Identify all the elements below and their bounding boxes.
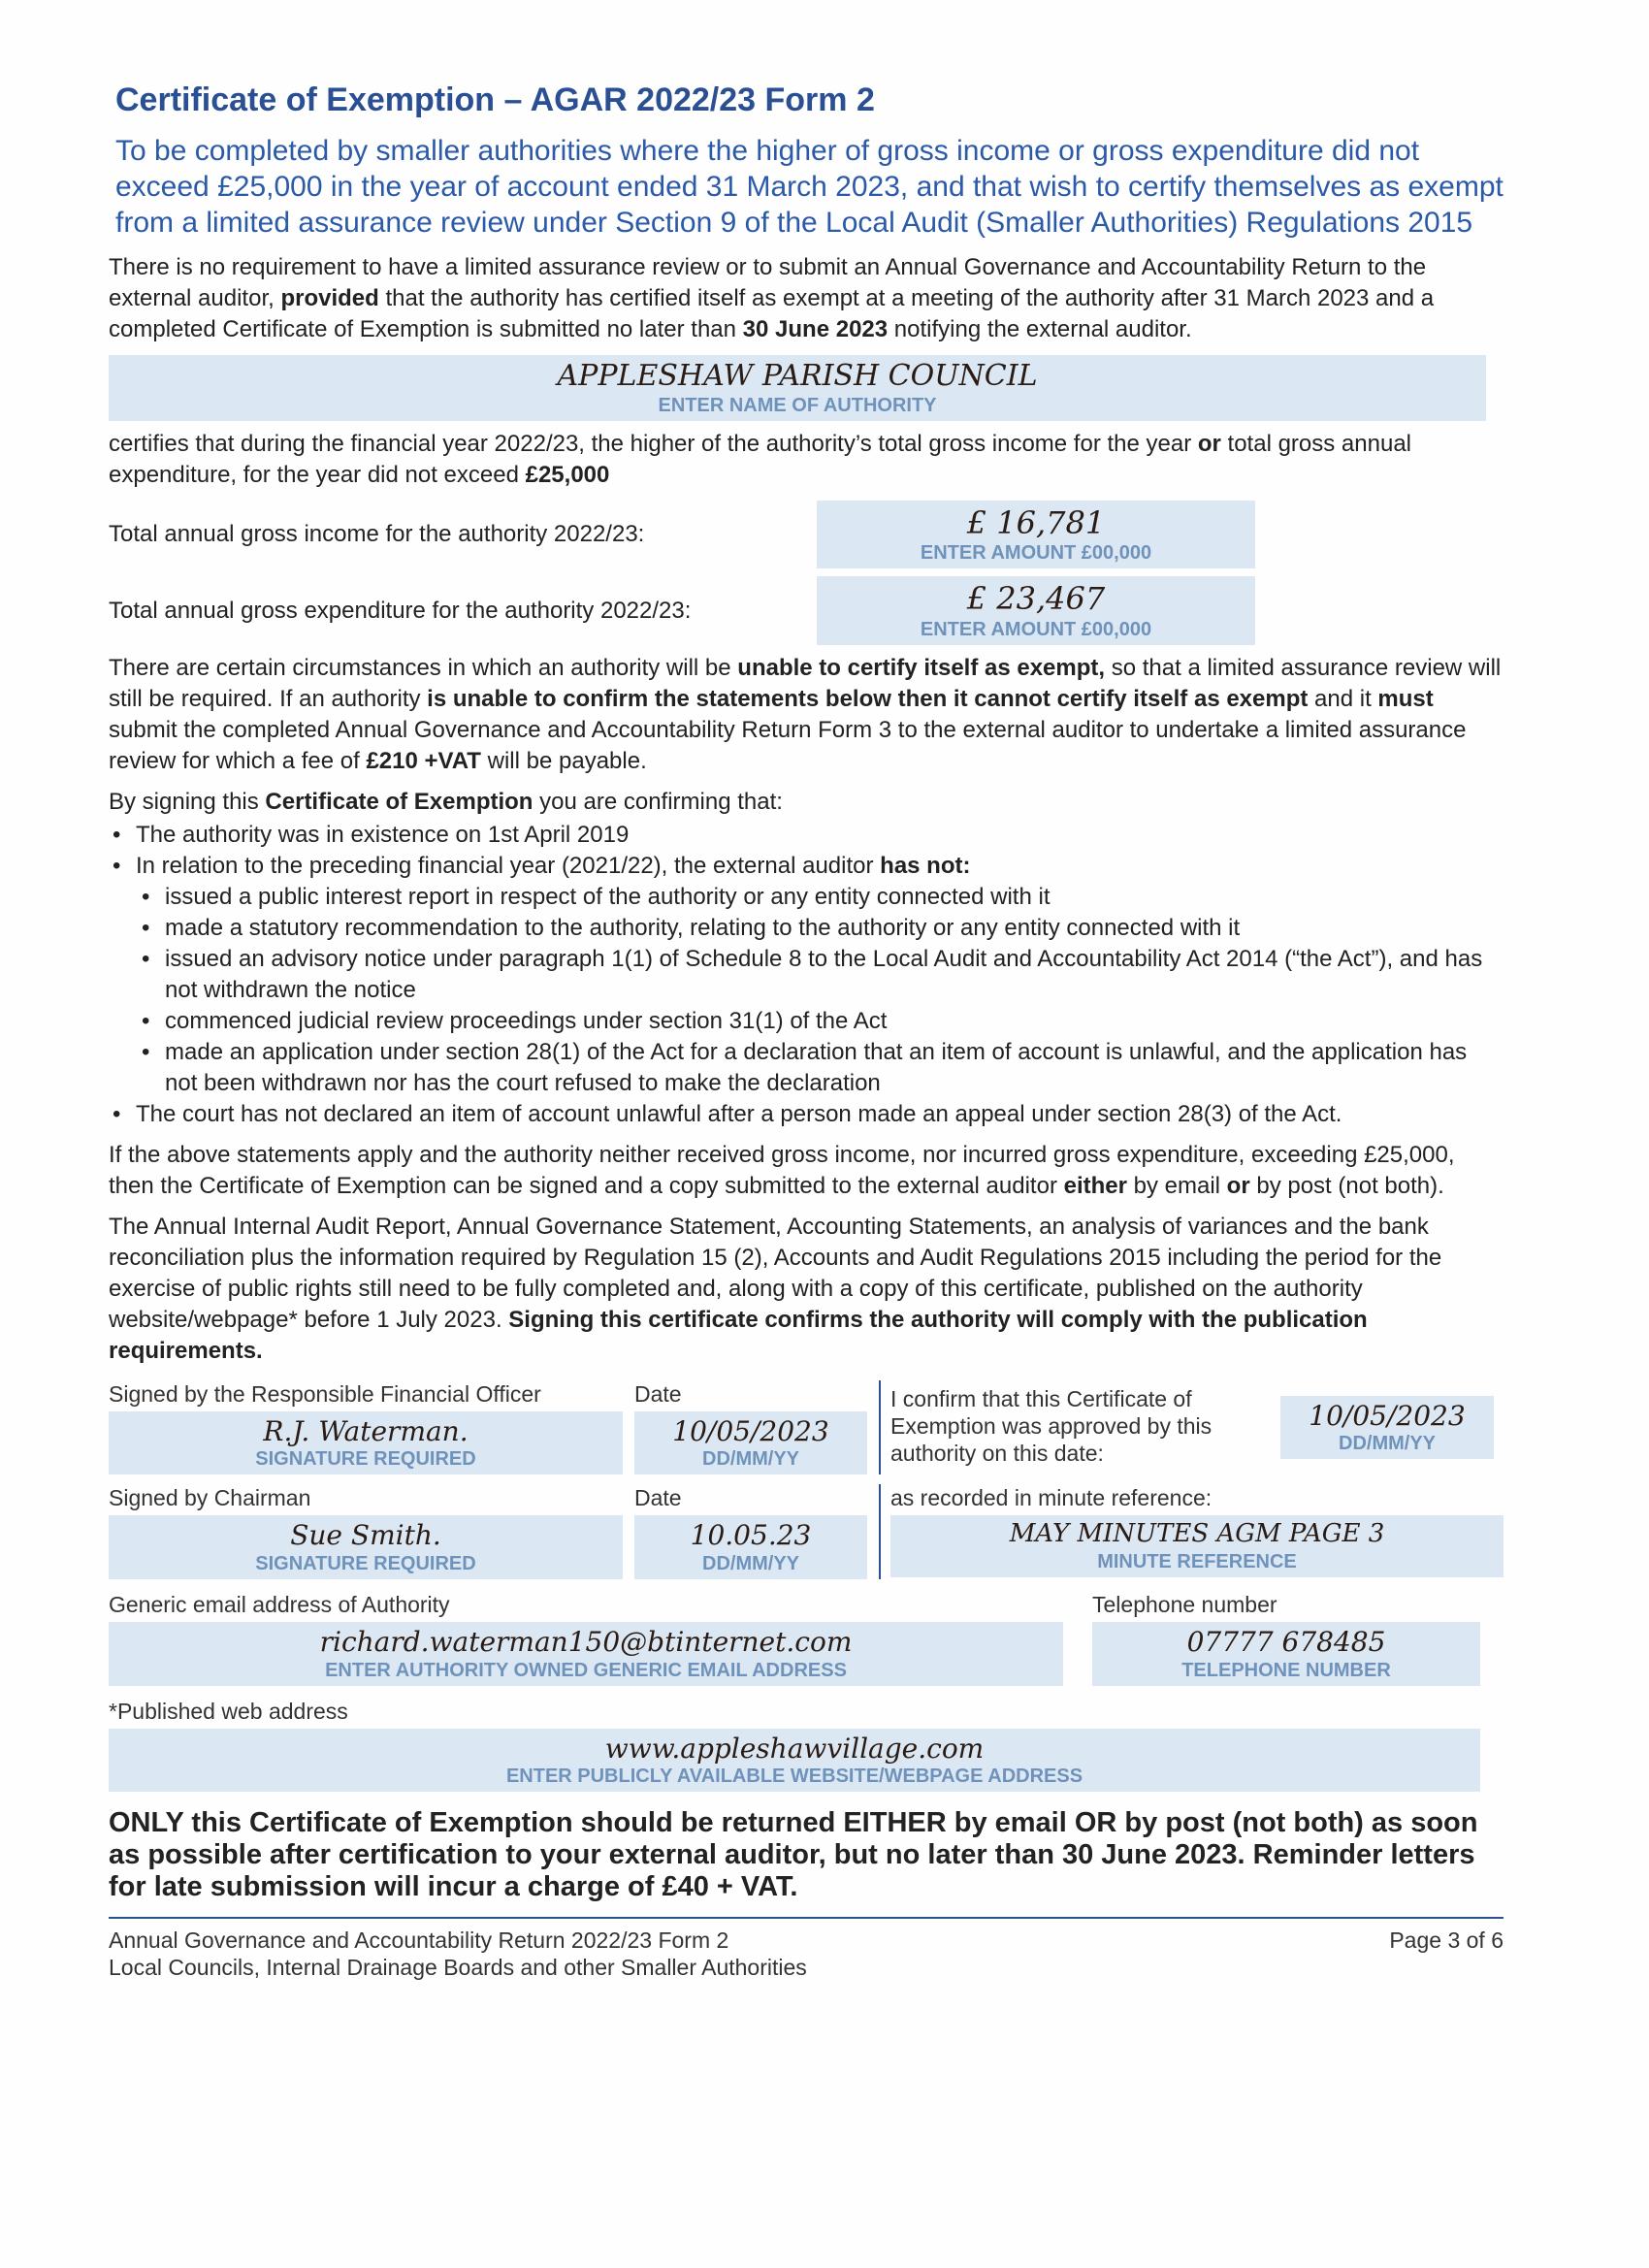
footer-rule xyxy=(109,1917,1504,1919)
approval-cell xyxy=(879,1380,1504,1475)
web-address-field[interactable] xyxy=(109,1729,1480,1793)
web-address-placeholder: ENTER PUBLICLY AVAILABLE WEBSITE/WEBPAGE ADDRESS xyxy=(505,1766,1083,1788)
authority-name-value: APPLESHAW PARISH COUNCIL xyxy=(557,359,1038,393)
chair-label: Signed by Chairman xyxy=(109,1485,311,1511)
email-label: Generic email address of Authority xyxy=(109,1591,450,1617)
rfo-signature: R.J. Waterman. xyxy=(263,1414,469,1447)
income-label: Total annual gross income for the authority 2022/23: xyxy=(109,521,645,548)
rfo-date-cell xyxy=(634,1380,867,1475)
minute-reference: MAY MINUTES AGM PAGE 3 xyxy=(1009,1519,1385,1549)
chair-cell xyxy=(109,1484,623,1579)
circumstances-paragraph: There are certain circumstances in which an authority will be unable to certify itself as exempt, so that a limited assurance review will still be required. If an authority is unable to confirm the statements below then it cannot certify itself as exempt and it must submit the completed Annual Governance and Accountability Return Form 3 to the external auditor to undertake a limited assurance review for which a fee of £210 +VAT will be payable. xyxy=(109,654,1502,774)
expenditure-placeholder: ENTER AMOUNT £00,000 xyxy=(920,618,1152,640)
sub-bullet: • commenced judicial review proceedings under section 31(1) of the Act xyxy=(138,1006,1504,1037)
minute-reference-label: as recorded in minute reference: xyxy=(890,1485,1212,1511)
email-value: richard.waterman150@btinternet.com xyxy=(319,1625,853,1658)
publication-paragraph: The Annual Internal Audit Report, Annual Governance Statement, Accounting Statements, an analysis of variances and the bank reconciliation plus the information required by Regulation 15 (2), Accounts and Audit Regulations 2015 including the period for the exercise of public rights still need to be fully completed and, along with a copy of this certificate, published on the authority website/webpage* before 1 July 2023. Signing this certificate confirms the authority will comply with the publication requirements. xyxy=(109,1213,1442,1364)
income-value: £ 16,781 xyxy=(966,504,1106,541)
income-field[interactable] xyxy=(817,501,1255,568)
certifies-text: certifies that during the financial year 2022/23, the higher of the authority’s total gross income for the year or total gross annual expenditure, for the year did not exceed £25,000 xyxy=(109,431,1411,488)
expenditure-value: £ 23,467 xyxy=(966,580,1106,618)
web-label: *Published web address xyxy=(109,1698,348,1724)
phone-cell xyxy=(1092,1591,1480,1686)
email-cell xyxy=(109,1591,1063,1686)
chair-signature: Sue Smith. xyxy=(290,1519,441,1552)
rfo-label: Signed by the Responsible Financial Officer xyxy=(109,1380,541,1407)
contact-row xyxy=(109,1591,1504,1686)
conditions-list xyxy=(109,820,1504,1130)
minute-cell xyxy=(879,1484,1504,1579)
signing-intro: By signing this Certificate of Exemption you are confirming that: xyxy=(109,788,783,815)
bullet-existence: • The authority was in existence on 1st April 2019 xyxy=(109,820,1504,851)
authority-name-field[interactable] xyxy=(109,355,1486,421)
phone-placeholder: TELEPHONE NUMBER xyxy=(1181,1659,1391,1681)
authority-name-placeholder: ENTER NAME OF AUTHORITY xyxy=(658,395,937,416)
email-field[interactable] xyxy=(109,1622,1063,1686)
rfo-date-field[interactable] xyxy=(634,1411,867,1475)
footer xyxy=(109,1927,1504,1981)
rfo-signature-placeholder: SIGNATURE REQUIRED xyxy=(255,1448,476,1471)
sub-bullet: • issued a public interest report in respect of the authority or any entity connected with it xyxy=(138,882,1504,913)
rfo-date-label: Date xyxy=(634,1380,682,1407)
email-placeholder: ENTER AUTHORITY OWNED GENERIC EMAIL ADDRESS xyxy=(325,1659,847,1681)
return-instructions: ONLY this Certificate of Exemption should be returned EITHER by email OR by post (not both) as soon as possible after certification to your external auditor, but no later than 30 June 2023. Reminder letters for late submission will incur a charge of £40 + VAT. xyxy=(109,1807,1478,1903)
phone-field[interactable] xyxy=(1092,1622,1480,1686)
web-address-value: www.appleshawvillage.com xyxy=(604,1732,985,1765)
sub-bullet: • issued an advisory notice under paragraph 1(1) of Schedule 8 to the Local Audit and Accountability Act 2014 (“the Act”), and has not withdrawn the notice xyxy=(138,944,1504,1006)
minute-reference-placeholder: MINUTE REFERENCE xyxy=(1097,1550,1297,1572)
approval-date-field[interactable] xyxy=(1280,1396,1494,1460)
phone-label: Telephone number xyxy=(1092,1591,1277,1617)
chair-date-cell xyxy=(634,1484,867,1579)
income-row xyxy=(109,501,1504,568)
approval-date-placeholder: DD/MM/YY xyxy=(1339,1433,1436,1455)
rfo-signature-field[interactable] xyxy=(109,1411,623,1475)
requirement-paragraph: There is no requirement to have a limited assurance review or to submit an Annual Governance and Accountability Return to the external auditor, provided that the authority has certified itself as exempt at a meeting of the authority after 31 March 2023 and a completed Certificate of Exemption is submitted no later than 30 June 2023 notifying the external auditor. xyxy=(109,254,1435,342)
bullet-court: • The court has not declared an item of account unlawful after a person made an appeal under section 28(3) of the Act. xyxy=(109,1099,1504,1130)
minute-reference-field[interactable] xyxy=(890,1515,1504,1576)
rfo-date: 10/05/2023 xyxy=(672,1414,829,1447)
web-cell xyxy=(109,1698,1504,1793)
bullet-auditor: • In relation to the preceding financial year (2021/22), the external auditor has not: xyxy=(109,851,1504,882)
expenditure-row xyxy=(109,576,1504,644)
chair-date-label: Date xyxy=(634,1485,682,1511)
income-placeholder: ENTER AMOUNT £00,000 xyxy=(920,542,1152,565)
rfo-cell xyxy=(109,1380,623,1475)
chair-date-placeholder: DD/MM/YY xyxy=(702,1552,799,1574)
page-number: Page 3 of 6 xyxy=(1389,1928,1504,1954)
sub-bullet: • made an application under section 28(1) of the Act for a declaration that an item of account is unlawful, and the application has not been withdrawn nor has the court refused to make the declaration xyxy=(138,1037,1504,1099)
chair-signature-field[interactable] xyxy=(109,1515,623,1579)
rfo-date-placeholder: DD/MM/YY xyxy=(702,1448,799,1471)
expenditure-label: Total annual gross expenditure for the authority 2022/23: xyxy=(109,597,692,624)
exemption-paragraph: If the above statements apply and the authority neither received gross income, nor incurred gross expenditure, exceeding £25,000, then the Certificate of Exemption can be signed and a copy submitted to the external auditor either by email or by post (not both). xyxy=(109,1141,1455,1199)
chair-date-field[interactable] xyxy=(634,1515,867,1579)
phone-value: 07777 678485 xyxy=(1186,1625,1386,1658)
approval-date: 10/05/2023 xyxy=(1309,1399,1466,1432)
intro-text: To be completed by smaller authorities where the higher of gross income or gross expenditure did not exceed £25,000 in the year of account ended 31 March 2023, and that wish to certify themselves as exempt from a limited assurance review under Section 9 of the Local Audit (Smaller Authorities) Regulations 2015 xyxy=(115,135,1504,239)
approval-label: I confirm that this Certificate of Exemption was approved by this authority on this date: xyxy=(890,1385,1212,1466)
chair-date: 10.05.23 xyxy=(690,1519,812,1552)
page-title: Certificate of Exemption – AGAR 2022/23 Form 2 xyxy=(115,81,875,118)
sub-bullet: • made a statutory recommendation to the authority, relating to the authority or any entity connected with it xyxy=(138,913,1504,944)
footer-form-title: Annual Governance and Accountability Return 2022/23 Form 2 Local Councils, Internal Drainage Boards and other Smaller Authorities xyxy=(109,1928,807,1981)
expenditure-field[interactable] xyxy=(817,576,1255,644)
chair-signature-placeholder: SIGNATURE REQUIRED xyxy=(255,1552,476,1574)
signature-block xyxy=(109,1380,1504,1579)
